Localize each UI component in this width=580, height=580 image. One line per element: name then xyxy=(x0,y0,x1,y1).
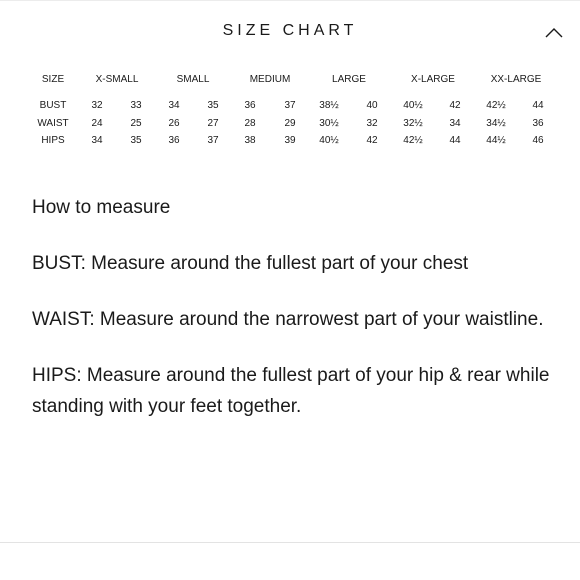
waist-value: 28 xyxy=(244,118,256,129)
top-divider xyxy=(0,0,580,1)
size-header-row xyxy=(30,72,550,88)
hips-value: 36 xyxy=(168,135,180,146)
bust-value: 33 xyxy=(130,100,142,111)
bust-value: 35 xyxy=(207,100,219,111)
hips-value: 44 xyxy=(449,135,461,146)
measurement-row-waist xyxy=(30,116,550,132)
waist-value: 34 xyxy=(449,118,461,129)
bust-value: 42 xyxy=(449,100,461,111)
bust-row-label: BUST xyxy=(39,100,67,111)
size-header-small: SMALL xyxy=(176,74,210,85)
how-to-measure-section xyxy=(32,192,552,447)
how-to-measure-heading: How to measure xyxy=(32,197,171,218)
bust-value: 40½ xyxy=(403,100,423,111)
hips-value: 46 xyxy=(532,135,544,146)
hips-value: 38 xyxy=(244,135,256,146)
size-header-x-small: X-SMALL xyxy=(95,74,139,85)
hips-value: 37 xyxy=(207,135,219,146)
hips-value: 39 xyxy=(284,135,296,146)
measurement-row-bust xyxy=(30,98,550,114)
waist-value: 32 xyxy=(366,118,378,129)
bust-value: 40 xyxy=(366,100,378,111)
size-column-header: SIZE xyxy=(41,74,65,85)
bust-value: 36 xyxy=(244,100,256,111)
size-header-xx-large: XX-LARGE xyxy=(490,74,542,85)
waist-value: 32½ xyxy=(403,118,423,129)
waist-value: 34½ xyxy=(486,118,506,129)
waist-row-label: WAIST xyxy=(37,118,69,129)
waist-instruction: WAIST: Measure around the narrowest part of your waistline. xyxy=(32,309,544,330)
waist-value: 30½ xyxy=(319,118,339,129)
hips-value: 42 xyxy=(366,135,378,146)
hips-value: 44½ xyxy=(486,135,506,146)
hips-instruction: HIPS: Measure around the fullest part of your hip & rear while standing with your feet together. xyxy=(32,365,550,417)
hips-value: 42½ xyxy=(403,135,423,146)
waist-value: 36 xyxy=(532,118,544,129)
bust-value: 44 xyxy=(532,100,544,111)
hips-value: 34 xyxy=(91,135,103,146)
waist-value: 26 xyxy=(168,118,180,129)
bust-value: 38½ xyxy=(319,100,339,111)
hips-value: 35 xyxy=(130,135,142,146)
size-chart-header[interactable] xyxy=(0,18,580,48)
measurement-row-hips xyxy=(30,133,550,149)
waist-value: 25 xyxy=(130,118,142,129)
bust-value: 32 xyxy=(91,100,103,111)
waist-value: 27 xyxy=(207,118,219,129)
bust-value: 34 xyxy=(168,100,180,111)
bust-value: 42½ xyxy=(486,100,506,111)
bottom-divider xyxy=(0,542,580,543)
size-header-medium: MEDIUM xyxy=(249,74,291,85)
hips-row-label: HIPS xyxy=(41,135,65,146)
size-chart-title: SIZE CHART xyxy=(222,22,358,39)
chevron-up-icon xyxy=(545,28,563,38)
waist-value: 29 xyxy=(284,118,296,129)
bust-value: 37 xyxy=(284,100,296,111)
waist-value: 24 xyxy=(91,118,103,129)
bust-instruction: BUST: Measure around the fullest part of your chest xyxy=(32,253,469,274)
collapse-toggle-button[interactable] xyxy=(542,22,566,44)
size-header-x-large: X-LARGE xyxy=(411,74,455,85)
hips-value: 40½ xyxy=(319,135,339,146)
size-header-large: LARGE xyxy=(332,74,366,85)
